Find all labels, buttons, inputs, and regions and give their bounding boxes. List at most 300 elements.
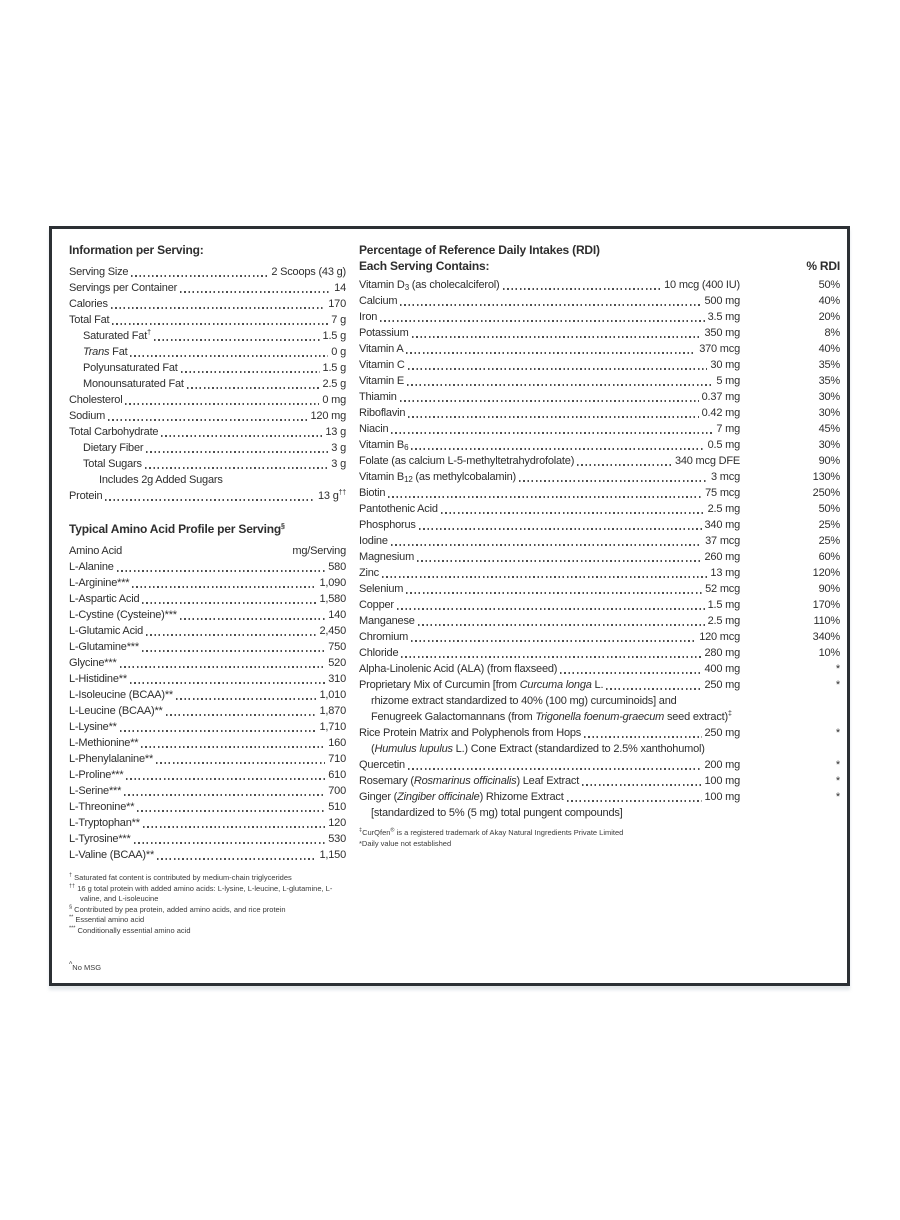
rdi-row [359, 517, 840, 533]
dot-leader [411, 640, 696, 642]
rdi-row-main [359, 661, 840, 677]
row-label: Calories [69, 298, 108, 310]
rdi-row-percent: * [835, 727, 840, 739]
row-value: 0 mg [322, 394, 346, 406]
rdi-row-continuation [359, 693, 840, 709]
amino-row [69, 703, 346, 719]
rdi-row-amount: 280 mg [704, 647, 740, 659]
text-segment: L. [591, 679, 604, 691]
rdi-row-main [359, 757, 840, 773]
row-value: 2 Scoops (43 g) [271, 266, 346, 278]
rdi-row-label: Alpha-Linolenic Acid (ALA) (from flaxseed) [359, 663, 558, 675]
row-value: 0 g [331, 346, 346, 358]
amino-row [69, 607, 346, 623]
dot-leader [105, 499, 315, 501]
rdi-row-amount: 120 mcg [699, 631, 740, 643]
row-label: L-Alanine [69, 561, 114, 573]
rdi-row [359, 645, 840, 661]
row-value: 310 [328, 673, 346, 685]
footnote [359, 828, 840, 839]
rdi-row-percent: 130% [812, 471, 840, 483]
dot-leader [120, 730, 317, 732]
rdi-row-amount: 5 mg [716, 375, 740, 387]
dot-leader [406, 352, 696, 354]
info-per-serving-title: Information per Serving: [69, 243, 204, 257]
footnote-marker: *** [69, 925, 76, 931]
dot-leader [124, 794, 325, 796]
row-value: 750 [328, 641, 346, 653]
rdi-row-main [359, 437, 840, 453]
nutrition-row [69, 408, 346, 424]
rdi-row-percent: 8% [824, 327, 840, 339]
rdi-row-percent: 90% [818, 455, 840, 467]
row-label: L-Cystine (Cysteine)*** [69, 609, 177, 621]
amino-row [69, 559, 346, 575]
amino-row [69, 847, 346, 863]
rdi-row-amount: 340 mg [704, 519, 740, 531]
row-label: L-Glutamic Acid [69, 625, 144, 637]
rdi-row [359, 341, 840, 357]
rdi-row [359, 597, 840, 613]
dot-leader [380, 320, 704, 322]
footnote-text: Conditionally essential amino acid [75, 925, 191, 935]
amino-row [69, 623, 346, 639]
row-label: L-Glutamine*** [69, 641, 139, 653]
amino-row [69, 767, 346, 783]
text-segment: ) Leaf Extract [516, 775, 580, 787]
rdi-row-main [359, 373, 840, 389]
row-value: 2.5 g [322, 378, 346, 390]
dot-leader [112, 323, 328, 325]
rdi-row-main [359, 581, 840, 597]
rdi-row-main [359, 277, 840, 293]
dot-leader [180, 291, 331, 293]
dot-leader [161, 435, 322, 437]
dot-leader [145, 467, 329, 469]
nutrition-row [69, 328, 346, 344]
dot-leader [397, 608, 705, 610]
rdi-row [359, 485, 840, 501]
rdi-row-percent: 250% [812, 487, 840, 499]
text-segment: Trans [83, 346, 110, 358]
footnote-text: Contributed by pea protein, added amino acids, and rice protein [72, 904, 286, 914]
rdi-row-main [359, 325, 840, 341]
amino-row [69, 799, 346, 815]
text-segment: Fenugreek Galactomannans (from [371, 711, 536, 723]
dot-leader [181, 371, 320, 373]
nutrition-rows [69, 264, 346, 504]
rdi-row-main [359, 501, 840, 517]
row-value: 1,710 [319, 721, 346, 733]
row-label: L-Leucine (BCAA)** [69, 705, 163, 717]
rdi-row-amount: 260 mg [704, 551, 740, 563]
row-label: Polyunsaturated Fat [83, 362, 178, 374]
row-value: 160 [328, 737, 346, 749]
dot-leader [180, 618, 325, 620]
row-label: L-Tyrosine*** [69, 833, 131, 845]
row-label: Total Sugars [83, 458, 142, 470]
footnote [69, 884, 346, 905]
text-segment: rhizome extract standardized to 40% (100 mg) curcuminoids] and [371, 695, 677, 707]
rdi-row [359, 661, 840, 677]
dot-leader [126, 778, 325, 780]
amino-row [69, 783, 346, 799]
rdi-row-amount: 100 mg [704, 791, 740, 803]
rdi-row-percent: * [835, 663, 840, 675]
rdi-row-label: Magnesium [359, 551, 415, 563]
dot-leader [120, 666, 326, 668]
nutrition-row [69, 360, 346, 376]
amino-row [69, 815, 346, 831]
dot-leader [146, 634, 316, 636]
rdi-row [359, 773, 840, 789]
rdi-row-main [359, 613, 840, 629]
rdi-row-amount: 10 mcg (400 IU) [664, 279, 740, 291]
row-label: Sodium [69, 410, 106, 422]
rdi-row-percent: 110% [813, 615, 840, 627]
nutrition-row [69, 392, 346, 408]
text-segment: No MSG [72, 963, 102, 972]
footnote [69, 873, 346, 884]
rdi-row-main [359, 293, 840, 309]
row-value: 170 [328, 298, 346, 310]
rdi-row-percent: * [835, 791, 840, 803]
amino-table-header [69, 543, 346, 559]
rdi-row-amount: 30 mg [710, 359, 740, 371]
text-segment: [standardized to 5% (5 mg) total pungent compounds] [371, 807, 623, 819]
footnote-marker: ** [69, 914, 74, 921]
rdi-title: Percentage of Reference Daily Intakes (RDI) [359, 243, 600, 257]
row-value: 700 [328, 785, 346, 797]
rdi-row-amount: 13 mg [710, 567, 740, 579]
rdi-row-label: Copper [359, 599, 394, 611]
dot-leader [408, 768, 702, 770]
rdi-row-amount: 3.5 mg [707, 311, 740, 323]
rdi-row-label [359, 677, 603, 693]
dot-leader [388, 496, 702, 498]
row-label: Glycine*** [69, 657, 117, 669]
rdi-row-percent: 25% [818, 535, 840, 547]
text-segment: *Daily value not established [359, 838, 452, 848]
no-msg-note [69, 963, 346, 973]
row-label: Dietary Fiber [83, 442, 144, 454]
rdi-row-percent: 50% [818, 503, 840, 515]
nutrition-row [69, 264, 346, 280]
rdi-row [359, 469, 840, 485]
row-label: L-Proline*** [69, 769, 124, 781]
row-label [69, 328, 151, 344]
rdi-row-main [359, 533, 840, 549]
rdi-row-label: Chromium [359, 631, 409, 643]
row-label: L-Isoleucine (BCAA)** [69, 689, 174, 701]
amino-rows [69, 559, 346, 863]
footnote-text: 16 g total protein with added amino acids: L-lysine, L-leucine, L-glutamine, L-valine, and L-isoleucine [75, 883, 333, 903]
rdi-row-label: Chloride [359, 647, 399, 659]
text-segment: 6 [404, 443, 409, 452]
dot-leader [411, 448, 704, 450]
rdi-row-percent: 30% [818, 439, 840, 451]
dot-leader [503, 288, 662, 290]
row-value: 3 g [331, 458, 346, 470]
rdi-subheader [359, 258, 840, 274]
rdi-row-label: Vitamin E [359, 375, 405, 387]
row-value: 520 [328, 657, 346, 669]
rdi-row-label [359, 789, 564, 805]
rdi-row-main [359, 421, 840, 437]
dot-leader [130, 355, 328, 357]
rdi-row [359, 581, 840, 597]
text-segment: ® [390, 827, 395, 834]
rdi-row-amount: 0.42 mg [701, 407, 740, 419]
amino-row [69, 751, 346, 767]
row-value: 1.5 g [322, 362, 346, 374]
rdi-row-label: Pantothenic Acid [359, 503, 438, 515]
dot-leader [157, 858, 316, 860]
dot-leader [146, 451, 328, 453]
row-label: L-Histidine** [69, 673, 127, 685]
row-value: 120 [328, 817, 346, 829]
rdi-row-main [359, 725, 840, 741]
rdi-row-continuation [359, 805, 840, 821]
amino-row [69, 671, 346, 687]
dot-leader [130, 682, 325, 684]
footnote [69, 926, 346, 937]
dot-leader [142, 650, 325, 652]
rdi-row-amount: 1.5 mg [707, 599, 740, 611]
dot-leader [606, 688, 701, 690]
rdi-row-main [359, 597, 840, 613]
dot-leader [176, 698, 316, 700]
text-segment: Trigonella foenum-graecum [535, 711, 665, 723]
rdi-row-label: Iron [359, 311, 378, 323]
nutrition-row [69, 472, 346, 488]
footnote-marker: †† [69, 883, 76, 889]
amino-row [69, 687, 346, 703]
nutrition-row [69, 344, 346, 360]
dot-leader [187, 387, 320, 389]
dot-leader [134, 842, 326, 844]
text-segment: ^ [69, 961, 73, 969]
supplement-facts-panel [49, 226, 850, 986]
rdi-row-label: Calcium [359, 295, 398, 307]
info-per-serving-column [69, 242, 346, 973]
rdi-row-label: Niacin [359, 423, 389, 435]
rdi-row-main [359, 453, 840, 469]
rdi-row-percent: 30% [818, 391, 840, 403]
rdi-row-main [359, 341, 840, 357]
dot-leader [401, 656, 701, 658]
dot-leader [137, 810, 325, 812]
row-label: L-Lysine** [69, 721, 117, 733]
rdi-row-percent: 35% [818, 375, 840, 387]
rdi-row-amount: 400 mg [704, 663, 740, 675]
rdi-row-label: Selenium [359, 583, 404, 595]
text-segment: † [147, 329, 151, 337]
rdi-row-label: Rice Protein Matrix and Polyphenols from Hops [359, 727, 582, 739]
rdi-row-amount: 500 mg [704, 295, 740, 307]
dot-leader [141, 746, 325, 748]
rdi-row-main [359, 357, 840, 373]
text-segment: Vitamin B [359, 439, 405, 451]
text-segment: Typical Amino Acid Profile per Serving [69, 522, 282, 536]
rdi-row-amount: 37 mcg [705, 535, 740, 547]
nutrition-row [69, 312, 346, 328]
text-segment: (as methylcobalamin) [412, 471, 516, 483]
rdi-row-label: Zinc [359, 567, 379, 579]
text-segment: Vitamin B [359, 471, 405, 483]
rdi-row-amount: 350 mg [704, 327, 740, 339]
row-value: 13 g [325, 426, 346, 438]
row-value: 7 g [331, 314, 346, 326]
row-label: Cholesterol [69, 394, 123, 406]
rdi-row-label: Manganese [359, 615, 415, 627]
rdi-row-main [359, 549, 840, 565]
dot-leader [132, 586, 316, 588]
rdi-row [359, 373, 840, 389]
row-label: L-Threonine** [69, 801, 135, 813]
text-segment: Zingiber officinale [397, 791, 480, 803]
amino-col-name: Amino Acid [69, 545, 123, 557]
nutrition-row [69, 296, 346, 312]
text-segment: § [281, 523, 285, 530]
text-segment: Proprietary Mix of Curcumin [from [359, 679, 520, 691]
rdi-column [359, 242, 840, 849]
row-label: Includes 2g Added Sugars [99, 474, 223, 486]
nutrition-row [69, 376, 346, 392]
dot-leader [382, 576, 707, 578]
rdi-row [359, 277, 840, 293]
row-label: Servings per Container [69, 282, 178, 294]
dot-leader [567, 800, 702, 802]
dot-leader [407, 384, 713, 386]
rdi-row-amount: 0.5 mg [707, 439, 740, 451]
rdi-row-label [359, 277, 500, 293]
rdi-row-percent: 45% [818, 423, 840, 435]
rdi-row [359, 405, 840, 421]
rdi-row [359, 293, 840, 309]
text-segment: ) Rhizome Extract [479, 791, 564, 803]
rdi-row [359, 325, 840, 341]
rdi-row-label: Biotin [359, 487, 386, 499]
rdi-row [359, 757, 840, 773]
footnote [69, 905, 346, 916]
dot-leader [419, 528, 702, 530]
rdi-row-percent: 170% [812, 599, 840, 611]
amino-col-value: mg/Serving [292, 545, 346, 557]
rdi-row-percent: 25% [818, 519, 840, 531]
rdi-row-main [359, 389, 840, 405]
rdi-row-main [359, 309, 840, 325]
rdi-row-label: Iodine [359, 535, 388, 547]
rdi-row [359, 421, 840, 437]
row-label: L-Aspartic Acid [69, 593, 140, 605]
rdi-row-label [359, 773, 579, 789]
dot-leader [166, 714, 317, 716]
row-value: 580 [328, 561, 346, 573]
rdi-row [359, 565, 840, 581]
rdi-row-amount: 75 mcg [705, 487, 740, 499]
text-segment: Curcuma longa [519, 679, 592, 691]
text-segment: Fat [109, 346, 128, 358]
rdi-row-main [359, 405, 840, 421]
dot-leader [408, 368, 708, 370]
text-segment: CurQfen [362, 828, 391, 837]
rdi-row-percent: * [835, 679, 840, 691]
text-segment: L.) Cone Extract (standardized to 2.5% xanthohumol) [452, 743, 705, 755]
left-footnotes [69, 873, 346, 936]
footnote-text: Saturated fat content is contributed by medium-chain triglycerides [72, 873, 292, 882]
rdi-row-label [359, 437, 408, 453]
rdi-row-amount: 200 mg [704, 759, 740, 771]
rdi-row-amount: 100 mg [704, 775, 740, 787]
rdi-row-main [359, 677, 840, 693]
row-value: 1.5 g [322, 330, 346, 342]
rdi-row [359, 629, 840, 645]
text-segment: Saturated Fat [83, 330, 148, 342]
row-value: 140 [328, 609, 346, 621]
rdi-row-amount: 0.37 mg [701, 391, 740, 403]
dot-leader [560, 672, 701, 674]
rdi-row-amount: 3 mcg [711, 471, 740, 483]
row-label: Total Fat [69, 314, 110, 326]
rdi-row-label: Vitamin A [359, 343, 404, 355]
amino-row [69, 831, 346, 847]
rdi-row-continuation [359, 709, 840, 725]
amino-row [69, 719, 346, 735]
rdi-row-percent: 35% [818, 359, 840, 371]
rdi-row-label: Folate (as calcium L-5-methyltetrahydrofolate) [359, 455, 575, 467]
rdi-row-label: Riboflavin [359, 407, 406, 419]
rdi-row-percent: 20% [818, 311, 840, 323]
text-segment: Rosemary ( [359, 775, 414, 787]
dot-leader [441, 512, 705, 514]
text-segment: is a registered trademark of Akay Natural Ingredients Private Limited [394, 828, 624, 837]
text-segment: Ginger ( [359, 791, 398, 803]
rdi-row-amount: 250 mg [704, 679, 740, 691]
text-segment: ( [371, 743, 375, 755]
rdi-row-amount: 2.5 mg [707, 503, 740, 515]
rdi-row [359, 549, 840, 565]
row-label: L-Arginine*** [69, 577, 130, 589]
row-value: 14 [334, 282, 346, 294]
dot-leader [111, 307, 325, 309]
nutrition-row [69, 456, 346, 472]
dot-leader [412, 336, 702, 338]
nutrition-row [69, 424, 346, 440]
rdi-row-main [359, 565, 840, 581]
rdi-row-label: Potassium [359, 327, 409, 339]
rdi-row [359, 309, 840, 325]
amino-row [69, 655, 346, 671]
text-segment: 3 [404, 283, 409, 292]
rdi-row-main [359, 469, 840, 485]
rdi-row-percent: * [835, 775, 840, 787]
rdi-row-percent: 50% [818, 279, 840, 291]
rdi-row-main [359, 789, 840, 805]
rdi-row-percent: 90% [818, 583, 840, 595]
dot-leader [391, 544, 702, 546]
each-serving-contains-label: Each Serving Contains: [359, 259, 490, 273]
dot-leader [131, 275, 268, 277]
dot-leader [156, 762, 325, 764]
rdi-row [359, 533, 840, 549]
rdi-row-percent: 30% [818, 407, 840, 419]
row-label: L-Phenylalanine** [69, 753, 154, 765]
text-segment: ‡ [727, 710, 732, 718]
dot-leader [142, 602, 316, 604]
dot-leader [406, 592, 702, 594]
rdi-row-label: Quercetin [359, 759, 405, 771]
